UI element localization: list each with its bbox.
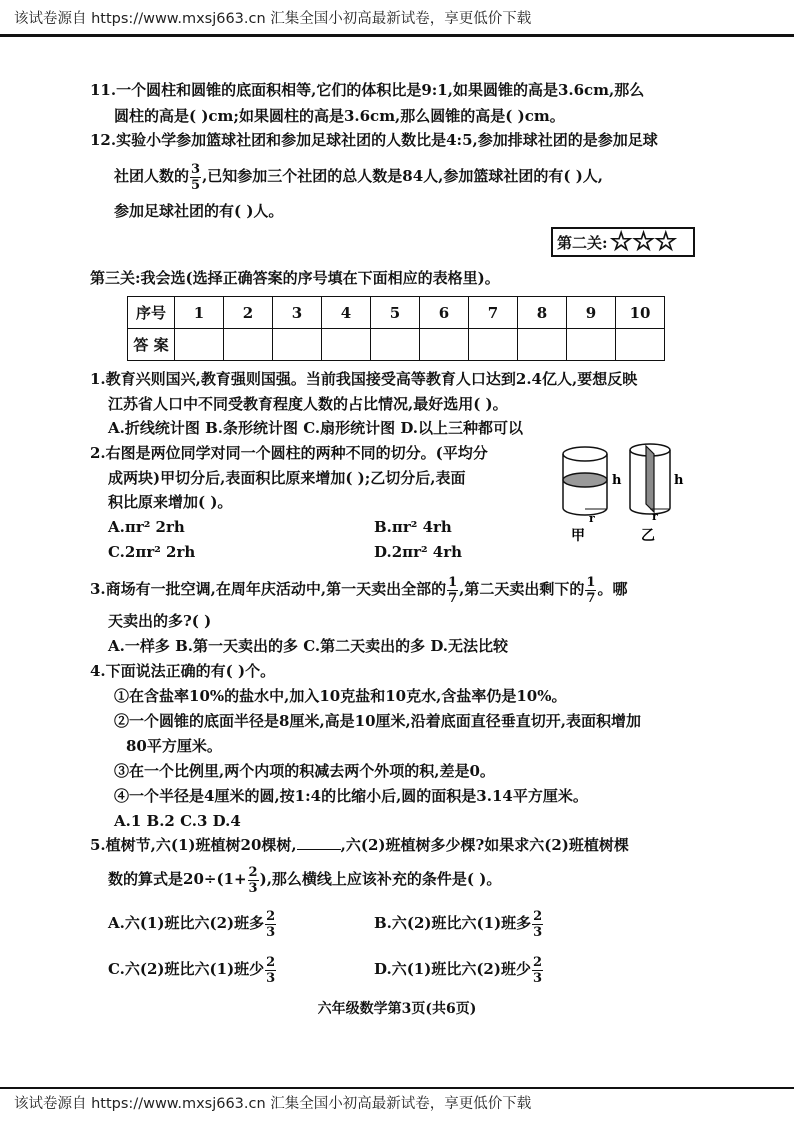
answer-cell[interactable] — [469, 329, 518, 361]
row-head-number: 序号 — [128, 297, 175, 329]
m5-line2-b: ),那么横线上应该补充的条件是( )。 — [259, 870, 502, 888]
fig-label-yi: 乙 — [641, 528, 655, 544]
q12-line3: 参加足球社团的有( )人。 — [114, 202, 284, 220]
section3-title: 第三关:我会选(选择正确答案的序号填在下面相应的表格里)。 — [90, 269, 500, 287]
m2-option-c: C.2πr² 2rh — [108, 543, 196, 561]
m5-option-c-fraction: $\frac{2}{3}$ — [266, 954, 276, 986]
m3-fraction-2: $\frac{1}{7}$ — [586, 574, 596, 606]
answer-col-number: 8 — [518, 297, 567, 329]
m2-option-a: A.πr² 2rh — [108, 518, 185, 536]
row-head-answer: 答 案 — [128, 329, 175, 361]
m5-option-d-fraction: $\frac{2}{3}$ — [532, 954, 543, 986]
m5-option-d — [374, 952, 544, 986]
answer-col-number: 7 — [469, 297, 518, 329]
m5-blank[interactable] — [297, 835, 341, 850]
answer-cell[interactable] — [518, 329, 567, 361]
m1-line2: 江苏省人口中不同受教育程度人数的占比情况,最好选用( )。 — [108, 395, 508, 413]
m5-fraction: $\frac{2}{3}$ — [248, 864, 258, 896]
answer-table-header-row — [128, 297, 665, 329]
answer-cell[interactable] — [175, 329, 224, 361]
m2-line2: 成两块)甲切分后,表面积比原来增加( );乙切分后,表面 — [108, 469, 466, 487]
q12-line2-b: ,已知参加三个社团的总人数是84人,参加篮球社团的有( )人, — [202, 167, 604, 185]
m5-option-b — [374, 906, 544, 940]
q12-fraction: $\frac{3}{5}$ — [191, 161, 201, 193]
answer-cell[interactable] — [616, 329, 665, 361]
answer-cell[interactable] — [322, 329, 371, 361]
m4-item2b: 80平方厘米。 — [126, 737, 222, 755]
answer-cell[interactable] — [224, 329, 273, 361]
answer-col-number: 5 — [371, 297, 420, 329]
m5-option-c-text: C.六(2)班比六(1)班少 — [108, 960, 265, 978]
answer-col-number: 9 — [567, 297, 616, 329]
answer-cell[interactable] — [567, 329, 616, 361]
answer-col-number: 2 — [224, 297, 273, 329]
m5-option-c — [108, 952, 277, 986]
source-footer: 该试卷源自 https://www.mxsj663.cn 汇集全国小初高最新试卷，享更低价下载 — [0, 1087, 794, 1119]
fig-h-label-2: h — [674, 473, 684, 488]
m3-line1 — [90, 572, 627, 606]
m3-fraction-1: $\frac{1}{7}$ — [448, 574, 458, 606]
star-rating-icon: ☆☆☆ — [609, 227, 677, 257]
level2-label: 第二关: — [557, 233, 608, 252]
m4-line1: 4.下面说法正确的有( )个。 — [90, 662, 276, 680]
q12-line2-a: 社团人数的 — [114, 167, 190, 185]
m2-line1: 2.右图是两位同学对同一个圆柱的两种不同的切分。(平均分 — [90, 444, 488, 462]
answer-cell[interactable] — [273, 329, 322, 361]
m5-option-a-text: A.六(1)班比六(2)班多 — [108, 914, 265, 932]
m4-item1: ①在含盐率10%的盐水中,加入10克盐和10克水,含盐率仍是10%。 — [114, 687, 567, 705]
m2-line3: 积比原来增加( )。 — [108, 493, 233, 511]
q12-line2 — [114, 159, 603, 193]
m1-line1: 1.教育兴则国兴,教育强则国强。当前我国接受高等教育人口达到2.4亿人,要想反映 — [90, 370, 638, 388]
m5-line2-a: 数的算式是20÷(1+ — [108, 870, 247, 888]
answer-col-number: 1 — [175, 297, 224, 329]
q11-line1: 11.一个圆柱和圆锥的底面积相等,它们的体积比是9:1,如果圆锥的高是3.6cm,那么 — [90, 81, 645, 99]
m5-line1-a: 5.植树节,六(1)班植树20棵树, — [90, 836, 297, 854]
m3-options: A.一样多 B.第一天卖出的多 C.第二天卖出的多 D.无法比较 — [108, 637, 509, 655]
answer-table-answer-row — [128, 329, 665, 361]
m5-option-b-fraction: $\frac{2}{3}$ — [533, 908, 543, 940]
m5-line1 — [90, 835, 629, 855]
m3-line2: 天卖出的多?( ) — [108, 612, 212, 630]
cylinder-jia — [563, 447, 607, 515]
cylinder-cut-figure — [555, 440, 695, 545]
m3-line1-b: ,第二天卖出剩下的 — [459, 580, 585, 598]
m5-option-b-text: B.六(2)班比六(1)班多 — [374, 914, 532, 932]
m2-option-b: B.πr² 4rh — [374, 518, 452, 536]
fig-r-label-2: r — [652, 510, 658, 523]
m5-option-a — [108, 906, 277, 940]
m2-option-d: D.2πr² 4rh — [374, 543, 463, 561]
answer-col-number: 4 — [322, 297, 371, 329]
answer-col-number: 3 — [273, 297, 322, 329]
fig-label-jia: 甲 — [571, 528, 585, 544]
level2-badge — [551, 227, 695, 257]
answer-cell[interactable] — [420, 329, 469, 361]
answer-col-number: 6 — [420, 297, 469, 329]
page-number: 六年级数学第3页(共6页) — [317, 1001, 477, 1017]
m4-item4: ④一个半径是4厘米的圆,按1:4的比缩小后,圆的面积是3.14平方厘米。 — [114, 787, 588, 805]
q12-line1: 12.实验小学参加篮球社团和参加足球社团的人数比是4:5,参加排球社团的是参加足球 — [90, 131, 658, 149]
m4-item3: ③在一个比例里,两个内项的积减去两个外项的积,差是0。 — [114, 762, 495, 780]
answer-table — [127, 296, 665, 361]
source-header: 该试卷源自 https://www.mxsj663.cn 汇集全国小初高最新试卷，享更低价下载 — [0, 4, 794, 37]
fig-r-label: r — [589, 512, 595, 525]
m5-line1-b: ,六(2)班植树多少棵?如果求六(2)班植树棵 — [340, 836, 629, 854]
m4-options: A.1 B.2 C.3 D.4 — [114, 812, 241, 830]
answer-col-number: 10 — [616, 297, 665, 329]
m5-option-a-fraction: $\frac{2}{3}$ — [266, 908, 276, 940]
m3-line1-c: 。哪 — [597, 580, 628, 598]
m5-line2 — [108, 862, 501, 896]
m5-option-d-text: D.六(1)班比六(2)班少 — [374, 960, 531, 978]
fig-h-label: h — [612, 473, 622, 488]
answer-cell[interactable] — [371, 329, 420, 361]
m4-item2a: ②一个圆锥的底面半径是8厘米,高是10厘米,沿着底面直径垂直切开,表面积增加 — [114, 712, 641, 730]
m3-line1-a: 3.商场有一批空调,在周年庆活动中,第一天卖出全部的 — [90, 580, 447, 598]
q11-line2: 圆柱的高是( )cm;如果圆柱的高是3.6cm,那么圆锥的高是( )cm。 — [114, 107, 565, 125]
cylinder-yi — [630, 444, 670, 514]
m1-options: A.折线统计图 B.条形统计图 C.扇形统计图 D.以上三种都可以 — [108, 419, 524, 437]
